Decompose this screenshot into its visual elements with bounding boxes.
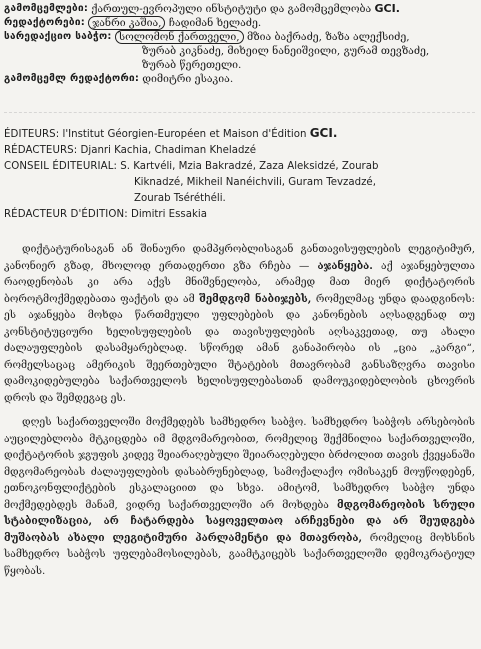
fr-board-label: CONSEIL ÉDITEURIAL: <box>4 161 118 172</box>
p1-bold1: აჯანყება. <box>317 259 373 272</box>
ka-board-line3: ზურაბ წერეთელი. <box>142 59 242 71</box>
ka-publishers-value <box>91 2 400 16</box>
french-credits <box>4 125 475 223</box>
fr-editors-label: RÉDACTEURS: <box>4 145 78 156</box>
georgian-credits <box>4 2 475 86</box>
ka-editors-label: რედაქტორები: <box>4 17 86 28</box>
ka-board-line1 <box>115 30 410 44</box>
fr-board-line2: Kiknadzé, Mikheil Nanéichvili, Guram Tevzadzé, <box>134 177 376 188</box>
body-text <box>4 241 475 579</box>
ka-pub-editor-value: დიმიტრი ესაკია. <box>142 73 234 85</box>
ka-board-line1-rest: მზია ბაქრაძე, ზაზა ალექსიძე, <box>246 31 410 43</box>
ka-pub-editor-label: გამომცემლ რედაქტორი: <box>4 73 140 84</box>
p2-part2: რომელიც მოხსნის სამხედრო საბჭოს უფლებამოსილებას, გაამტკიცებს საქართველოში დემოკრატიულ წყობას. <box>4 531 475 577</box>
ka-publishers-gci: GCI. <box>374 2 400 15</box>
ka-board-circled-name: სოლომონ ქართველი, <box>115 30 244 44</box>
ka-publishers-row <box>4 2 475 16</box>
fr-publishers-gci: GCI. <box>309 126 338 140</box>
fr-publishers-row <box>4 125 475 143</box>
ka-editor-circled-name: ჯანრი კაშია, <box>88 16 165 30</box>
ka-editors-value <box>88 16 261 30</box>
ka-editors-rest: ჩადიმან ხელაძე. <box>168 17 262 29</box>
fr-publishers-value: l'Institut Géorgien-Européen et Maison d'Édition <box>62 129 307 140</box>
fr-board-row <box>4 159 475 175</box>
fr-pub-editor-value: Dimitri Essakia <box>131 209 207 220</box>
ka-board-row <box>4 30 475 44</box>
p1-part1: დიქტატურისაგან ან შინაური დამპყრობლისაგან განთავისუფლების ლეგიტიმურ, კანონიერ გზად, მხოლოდ ერთადერთი გზა რჩება — <box>4 243 475 272</box>
p1-part3: რომელმაც უნდა დაადგინოს: ეს აჯანყება მოხდა წართმეული უფლებების და კანონების აღსადგენად თუ კონსტიტუციური ხელისუფლების და თავისუფლების აღსაკვეთად, თუ ახალი ძალაუფლების დასამყარებლად. სწორედ ამან განაპირობა ის „ცია „კარგი“, რომელსაცაც ამერიკის შეერთებული შტატების მთავრობამ განსაზღვრა თავისი დამოკიდებულება საქართველოს ხელისუფლებასთან დამოუკიდებლობის ცხოვრის დროს და შემდეგაც ეს. <box>4 292 475 404</box>
fr-pub-editor-row <box>4 207 475 223</box>
paragraph-1 <box>4 241 475 406</box>
fr-editors-row <box>4 143 475 159</box>
paragraph-2 <box>4 414 475 579</box>
ka-pub-editor-row <box>4 72 475 86</box>
fr-editors-value: Djanri Kachia, Chadiman Kheladzé <box>80 145 257 156</box>
p1-part2: აქ აჯანყებულთა რაოდენობას კი არა აქვს მნიშვნელობა, არამედ მათ მიერ დიქტატორის ბოროტმოქმედებათა ფაქტის და ამ <box>4 259 475 305</box>
ka-publishers-label: გამომცემლები: <box>4 3 89 14</box>
fr-board-line3: Zourab Tséréthéli. <box>134 193 226 204</box>
fr-publishers-label: ÉDITEURS: <box>4 129 60 140</box>
fr-board-line1: S. Kartvéli, Mzia Bakradzé, Zaza Aleksidzé, Zourab <box>120 161 379 172</box>
ka-editors-row <box>4 16 475 30</box>
p2-bold1: მდგომარეობის სრული სტაბილიზაცია, არ ჩატარდება საყოველთაო არჩევნები და არ შეუდგება მუშაობას ახალი ლეგიტიმური პარლამენტი და მთავრობა, <box>4 498 475 544</box>
p2-part1: დღეს საქართველოში მოქმედებს სამხედრო საბჭო. სამხედრო საბჭოს არსებობის აუცილებლობა მტკიცდება იმ მდგომარეობით, რომელიც შექმნილია საქართველოში, დიქტატორის ჯგუფის კიდევ შეიარაღებული შეიარაღებული ბრძოლით თავის ქვეყანაში მდგომარეობას ძალაუფლების დასაბრუნებლად, სამოქალაქო ომისაკენ მოუწოდებენ, ეთნოკონფლიქტების ესკალაციით და სხვა. ამიტომ, სამხედრო საბჭო უნდა მოქმედებდეს მანამ, ვიდრე საქართველოში არ მოხდება <box>4 416 475 511</box>
ka-publishers-text: ქართულ-ევროპული ინსტიტუტი და გამომცემლობა <box>91 3 372 15</box>
ka-board-line2: ზურაბ კიკნაძე, მიხეილ ნანეიშვილი, გურამ თევზაძე, <box>142 45 430 57</box>
ka-board-label: სარედაქციო საბჭო: <box>4 31 112 42</box>
section-divider <box>4 112 475 113</box>
p1-bold2: შემდგომ ნაბიჯებს, <box>199 292 312 305</box>
fr-pub-editor-label: RÉDACTEUR D'ÉDITION: <box>4 209 128 220</box>
